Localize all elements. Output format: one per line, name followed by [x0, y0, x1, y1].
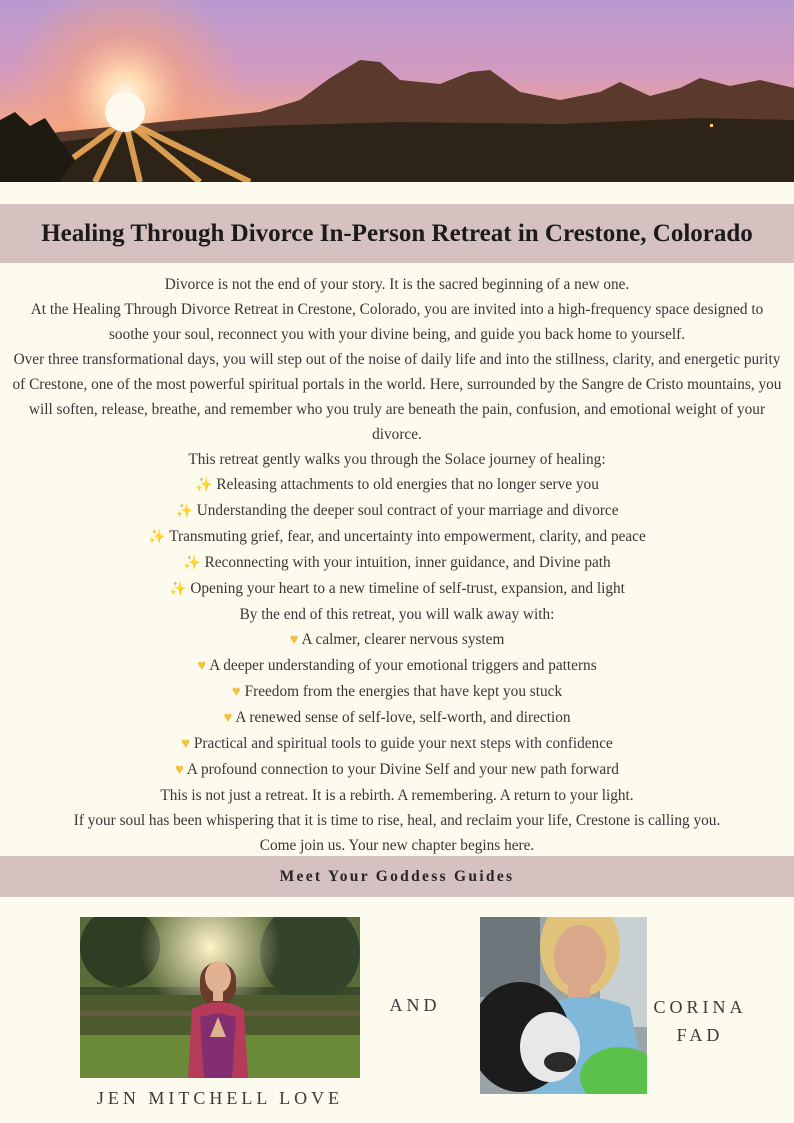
guide-name-corina	[645, 993, 755, 1049]
outcome-item-text: Practical and spiritual tools to guide your next steps with confidence	[193, 735, 613, 752]
body-text	[10, 272, 784, 858]
outcome-item-text: A renewed sense of self-love, self-worth, and direction	[235, 709, 571, 726]
sunset-mountains-illustration	[0, 0, 794, 182]
intro-paragraph: Over three transformational days, you will step out of the noise of daily life and into the stillness, clarity, and energetic purity of Crestone, one of the most powerful spiritual portals in the world. Here, surrounded by the Sangre de Cristo mountains, you will soften, release, breathe, and remember who you truly are beneath the pain, confusion, and emotional weight of your divorce.	[12, 351, 782, 443]
closing-line: This is not just a retreat. It is a rebirth. A remembering. A return to your light.	[160, 787, 634, 804]
sparkles-icon: ✨	[148, 530, 166, 545]
hero-image	[0, 0, 794, 182]
outcome-item	[10, 653, 784, 679]
outcome-item	[10, 757, 784, 783]
guide-name-corina-first: CORINA	[653, 997, 747, 1017]
outcome-item-text: Freedom from the energies that have kept you stuck	[244, 683, 563, 700]
and-connector: AND	[389, 995, 441, 1015]
sparkles-icon: ✨	[169, 582, 187, 597]
page-title: Healing Through Divorce In-Person Retreat in Crestone, Colorado	[41, 219, 753, 247]
outcome-item-text: A calmer, clearer nervous system	[301, 631, 505, 648]
outcome-item	[10, 679, 784, 705]
journey-item	[10, 550, 784, 576]
closing-line: If your soul has been whispering that it is time to rise, heal, and reclaim your life, Crestone is calling you.	[73, 812, 721, 829]
yellow-heart-icon: ♥	[181, 736, 191, 752]
guide-photo-corina	[480, 917, 647, 1094]
guides-band	[0, 856, 794, 897]
sparkles-icon: ✨	[175, 504, 193, 519]
journey-item-text: Understanding the deeper soul contract of your marriage and divorce	[196, 502, 619, 519]
journey-item	[10, 576, 784, 602]
journey-item-text: Reconnecting with your intuition, inner guidance, and Divine path	[204, 554, 611, 571]
yellow-heart-icon: ♥	[231, 684, 241, 700]
yellow-heart-icon: ♥	[175, 762, 184, 778]
journey-item	[10, 524, 784, 550]
intro-paragraph: At the Healing Through Divorce Retreat in Crestone, Colorado, you are invited into a high-frequency space designed to soothe your soul, reconnect you with your divine being, and guide you back home to yourself.	[30, 301, 764, 343]
journey-item-text: Transmuting grief, fear, and uncertainty into empowerment, clarity, and peace	[169, 528, 646, 545]
outcome-item	[10, 705, 784, 731]
intro-line: Divorce is not the end of your story. It is the sacred beginning of a new one.	[164, 276, 630, 293]
journey-item	[10, 498, 784, 524]
journey-item	[10, 472, 784, 498]
outcomes-intro: By the end of this retreat, you will walk away with:	[239, 606, 555, 623]
yellow-heart-icon: ♥	[289, 632, 299, 648]
title-band	[0, 204, 794, 263]
guide-name-jen: JEN MITCHELL LOVE	[96, 1088, 344, 1108]
guides-heading: Meet Your Goddess Guides	[279, 867, 515, 885]
outcome-item	[10, 731, 784, 757]
journey-intro: This retreat gently walks you through the Solace journey of healing:	[188, 451, 606, 468]
journey-item-text: Opening your heart to a new timeline of self-trust, expansion, and light	[190, 580, 625, 597]
outcome-item-text: A profound connection to your Divine Self and your new path forward	[186, 761, 619, 778]
sparkles-icon: ✨	[195, 478, 213, 493]
guide-name-corina-last: FAD	[676, 1025, 724, 1045]
outcome-item	[10, 627, 784, 653]
yellow-heart-icon: ♥	[223, 710, 233, 726]
yellow-heart-icon: ♥	[197, 658, 207, 674]
journey-item-text: Releasing attachments to old energies that no longer serve you	[216, 476, 599, 493]
sparkles-icon: ✨	[183, 556, 201, 571]
closing-line: Come join us. Your new chapter begins here.	[259, 837, 535, 854]
guide-photo-jen	[80, 917, 360, 1078]
outcome-item-text: A deeper understanding of your emotional triggers and patterns	[209, 657, 597, 674]
